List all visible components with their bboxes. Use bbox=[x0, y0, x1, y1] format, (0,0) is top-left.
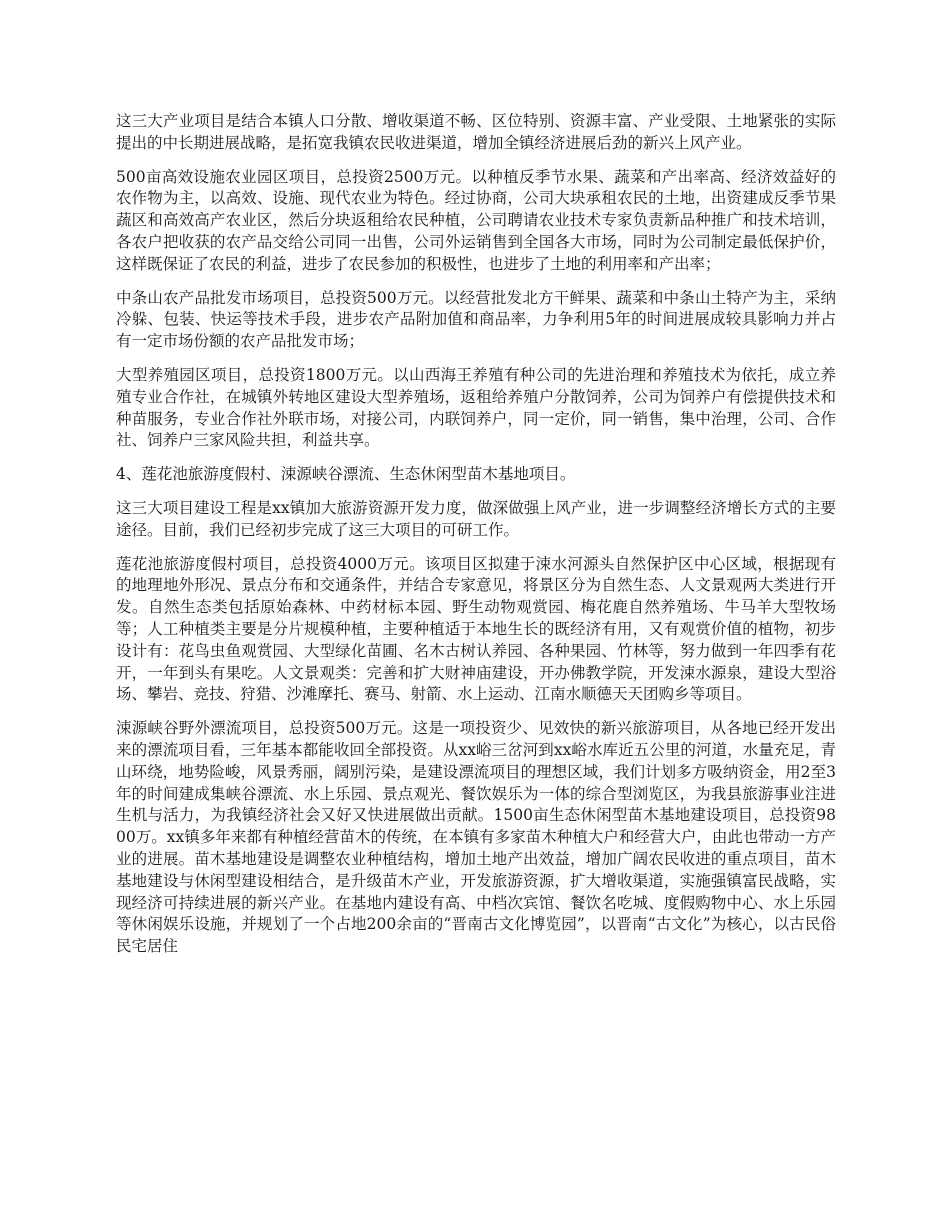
paragraph-3: 中条山农产品批发市场项目，总投资500万元。以经营批发北方干鲜果、蔬菜和中条山土特产为主，采纳冷躲、包装、快运等技术手段，进步农产品附加值和商品率，力争利用5年的时间进展成较具影响力并占有一定市场份额的农产品批发市场； bbox=[116, 288, 836, 351]
paragraph-2: 500亩高效设施农业园区项目，总投资2500万元。以种植反季节水果、蔬菜和产出率高、经济效益好的农作物为主，以高效、设施、现代农业为特色。经过协商，公司大块承租农民的土地，出资建成反季节果蔬区和高效高产农业区，然后分块返租给农民种植，公司聘请农业技术专家负责新品种推广和技术培训，各农户把收获的农产品交给公司同一出售，公司外运销售到全国各大市场，同时为公司制定最低保护价，这样既保证了农民的利益，进步了农民参加的积极性，也进步了土地的利用率和产出率； bbox=[116, 167, 836, 273]
paragraph-1: 这三大产业项目是结合本镇人口分散、增收渠道不畅、区位特别、资源丰富、产业受限、土地紧张的实际提出的中长期进展战略，是拓宽我镇农民收进渠道，增加全镇经济进展后劲的新兴上风产业。 bbox=[116, 112, 836, 152]
paragraph-7: 涑源峡谷野外漂流项目，总投资500万元。这是一项投资少、见效快的新兴旅游项目，从各地已经开发出来的漂流项目看，三年基本都能收回全部投资。从xx峪三岔河到xx峪水库近五公里的河道，水量充足，青山环绕，地势险峻，风景秀丽，阔别污染，是建设漂流项目的理想区域，我们计划多方吸纳资金，用2至3年的时间建成集峡谷漂流、水上乐园、景点观光、餐饮娱乐为一体的综合型浏览区，为我县旅游事业注进生机与活力，为我镇经济社会又好又快进展做出贡献。1500亩生态休闲型苗木基地建设项目，总投资9800万。xx镇多年来都有种植经营苗木的传统，在本镇有多家苗木种植大户和经营大户，由此也带动一方产业的进展。苗木基地建设是调整农业种植结构，增加土地产出效益，增加广阔农民收进的重点项目，苗木基地建设与休闲型建设相结合，是升级苗木产业，开发旅游资源，扩大增收渠道，实施强镇富民战略，实现经济可持续进展的新兴产业。在基地内建设有高、中档次宾馆、餐饮名吃城、度假购物中心、水上乐园等休闲娱乐设施，并规划了一个占地200余亩的“晋南古文化博览园”，以晋南“古文化”为核心，以古民俗民宅居住 bbox=[116, 719, 836, 956]
document-body bbox=[116, 111, 836, 970]
paragraph-6: 莲花池旅游度假村项目，总投资4000万元。该项目区拟建于涑水河源头自然保护区中心区域，根据现有的地理地外形况、景点分布和交通条件，并结合专家意见，将景区分为自然生态、人文景观两大类进行开发。自然生态类包括原始森林、中药材标本园、野生动物观赏园、梅花鹿自然养殖场、牛马羊大型牧场等；人工种植类主要是分片规模种植，主要种植适于本地生长的既经济有用，又有观赏价值的植物，初步设计有：花鸟虫鱼观赏园、大型绿化苗圃、名木古树认养园、各种果园、竹林等，努力做到一年四季有花开，一年到头有果吃。人文景观类：完善和扩大财神庙建设，开办佛教学院，开发涑水源泉，建设大型浴场、攀岩、竞技、狩猎、沙滩摩托、赛马、射箭、水上运动、江南水顺德天天团购乡等项目。 bbox=[116, 554, 836, 704]
paragraph-4: 大型养殖园区项目，总投资1800万元。以山西海王养殖有种公司的先进治理和养殖技术为依托，成立养殖专业合作社，在城镇外转地区建设大型养殖场，返租给养殖户分散饲养，公司为饲养户有偿提供技术和种苗服务，专业合作社外联市场，对接公司，内联饲养户，同一定价，同一销售，集中治理，公司、合作社、饲养户三家风险共担，利益共享。 bbox=[116, 365, 836, 450]
section-heading: 4、莲花池旅游度假村、涑源峡谷漂流、生态休闲型苗木基地项目。 bbox=[116, 465, 576, 484]
paragraph-5: 这三大项目建设工程是xx镇加大旅游资源开发力度，做深做强上风产业，进一步调整经济增长方式的主要途径。目前，我们已经初步完成了这三大项目的可研工作。 bbox=[116, 498, 836, 539]
